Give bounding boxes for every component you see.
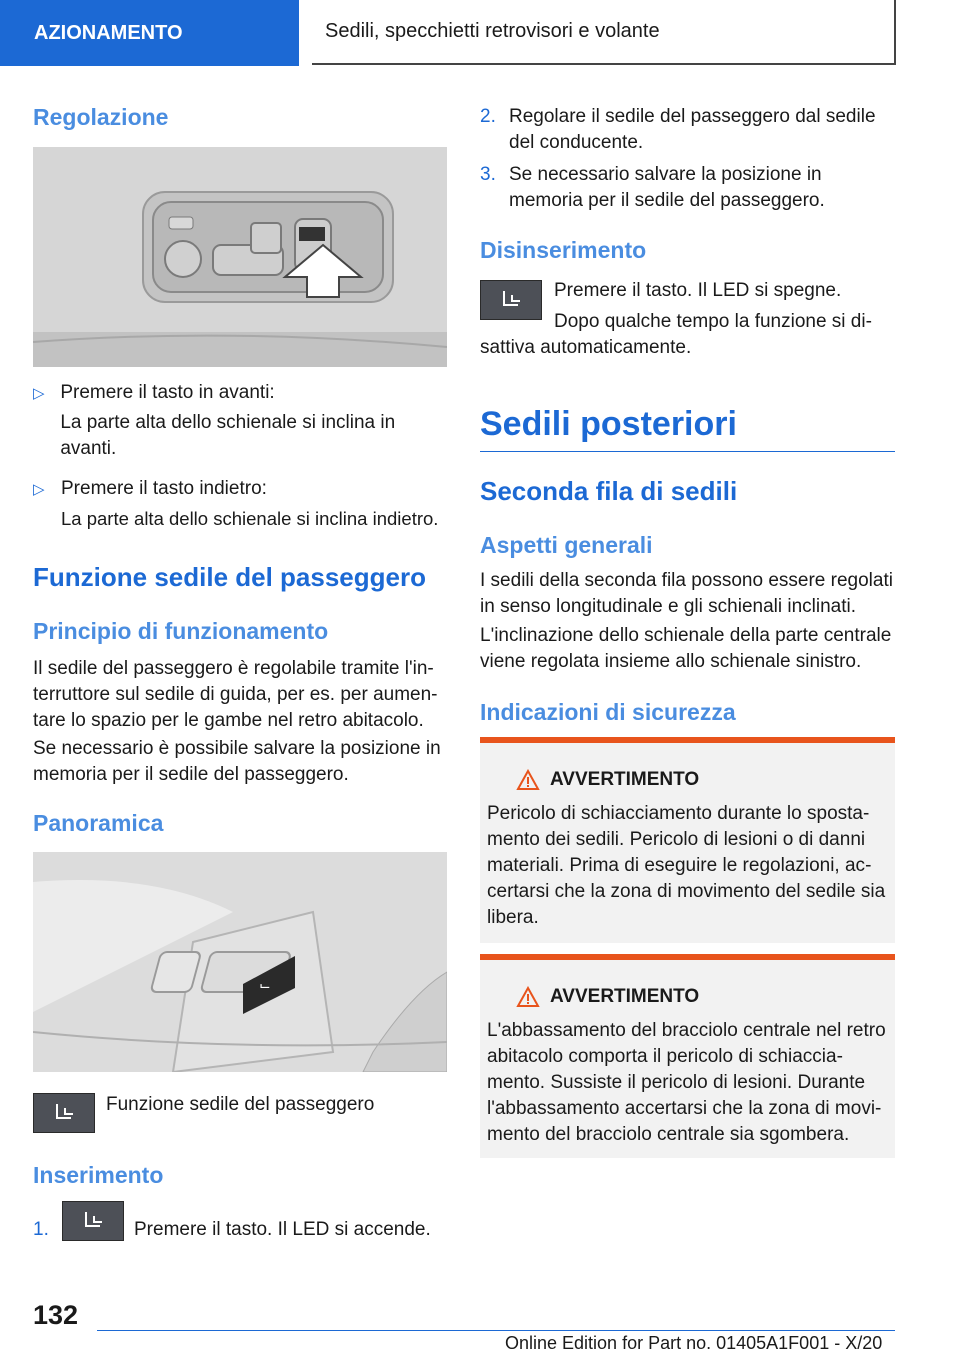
bullet-title: Premere il tasto in avanti: (60, 382, 275, 403)
heading-seconda-fila: Seconda fila di sedili (480, 476, 738, 506)
heading-indicazioni: Indicazioni di sicurezza (480, 699, 736, 725)
seat-control-photo (33, 147, 447, 367)
bullet-triangle-icon: ▷ (33, 385, 45, 402)
aspetti-paragraph-1: I sedili della seconda fila possono essere regolati in senso longitudinale e gli schienali inclinati. (480, 570, 893, 617)
warning-title: AVVERTIMENTO (550, 769, 700, 790)
bullet-body: La parte alta dello schienale si inclina indietro. (61, 508, 439, 529)
bullet-triangle-icon: ▷ (33, 481, 45, 498)
warning-box (480, 954, 895, 1158)
step-number: 1. (33, 1219, 49, 1240)
header-section-label: AZIONAMENTO (34, 21, 183, 44)
seat-key-icon-glyph (498, 289, 524, 311)
warning-triangle-icon (516, 769, 540, 791)
warning-header (516, 769, 699, 791)
seat-key-icon-glyph (51, 1102, 77, 1124)
heading-regolazione: Regolazione (33, 104, 169, 130)
disinserimento-line-1: Premere il tasto. Il LED si spegne. (554, 280, 842, 301)
footer-edition: Online Edition for Part no. 01405A1F001 - X/20 (505, 1333, 883, 1353)
heading-disinserimento: Disinserimento (480, 237, 647, 263)
step-number: 3. (480, 164, 496, 185)
list-item (480, 104, 895, 156)
seat-control-illustration (33, 147, 447, 367)
list-item (33, 476, 447, 532)
heading-funzione-sedile: Funzione sedile del passeggero (33, 562, 426, 592)
heading-panoramica: Panoramica (33, 810, 164, 836)
heading-aspetti-generali: Aspetti generali (480, 532, 653, 558)
warning-header (516, 986, 699, 1008)
step-2-text: Regolare il sedile del passeggero dal sedile del conducente. (509, 106, 876, 153)
section-rule (480, 451, 895, 452)
panoramica-caption: Funzione sedile del passeggero (106, 1094, 375, 1115)
list-item (480, 162, 895, 214)
footer-rule (97, 1330, 895, 1331)
heading-inserimento: Inserimento (33, 1162, 164, 1188)
header-chapter (312, 0, 896, 65)
bullet-title: Premere il tasto indietro: (61, 478, 267, 499)
warning-body: Pericolo di schiacciamento durante lo spostamento dei sedili. Pericolo di lesioni o di danni materiali. Prima di eseguire le regolazioni, accertarsi che la zona di movimento del sedile sia libera. (487, 803, 886, 928)
principio-paragraph-2: Se necessario è possibile salvare la posizione in memoria per il sedile del passeggero. (33, 738, 441, 785)
seat-key-icon-glyph (80, 1210, 106, 1232)
svg-text:⌙: ⌙ (259, 978, 271, 994)
disinserimento-line-2: Dopo qualche tempo la funzione si disattiva automaticamente. (480, 311, 872, 358)
step-number: 2. (480, 106, 496, 127)
header-section (0, 0, 299, 66)
seat-key-icon (62, 1201, 124, 1241)
warning-box (480, 737, 895, 943)
bullet-body: La parte alta dello schienale si inclina in avanti. (60, 412, 396, 459)
warning-body: L'abbassamento del bracciolo centrale nel retro abitacolo comporta il pericolo di schiacciamento. Sussiste il pericolo di lesioni. Durante l'abbassamento accertarsi che la zona di movimento del bracciolo centrale sia sgombera. (487, 1020, 886, 1145)
page-number: 132 (33, 1300, 79, 1330)
heading-sedili-posteriori: Sedili posteriori (480, 405, 737, 443)
bullet-list (33, 380, 447, 532)
step-3-text: Se necessario salvare la posizione in memoria per il sedile del passeggero. (509, 164, 825, 211)
passenger-seat-switch-photo (33, 852, 447, 1072)
aspetti-paragraph-2: L'inclinazione dello schienale della parte centrale viene regolata insieme allo schienale sinistro. (480, 625, 892, 672)
header-chapter-label: Sedili, specchietti retrovisori e volante (325, 20, 660, 42)
step-1-text: Premere il tasto. Il LED si accende. (134, 1219, 431, 1240)
warning-triangle-icon (516, 986, 540, 1008)
warning-title: AVVERTIMENTO (550, 986, 700, 1007)
seat-key-icon (33, 1093, 95, 1133)
list-item (33, 380, 447, 462)
passenger-switch-illustration (33, 852, 447, 1072)
principio-paragraph-1: Il sedile del passeggero è regolabile tramite l'interruttore sul sedile di guida, per es. per aumentare lo spazio per le gambe nel retro abitacolo. (33, 658, 438, 731)
heading-principio: Principio di funzionamento (33, 618, 329, 644)
